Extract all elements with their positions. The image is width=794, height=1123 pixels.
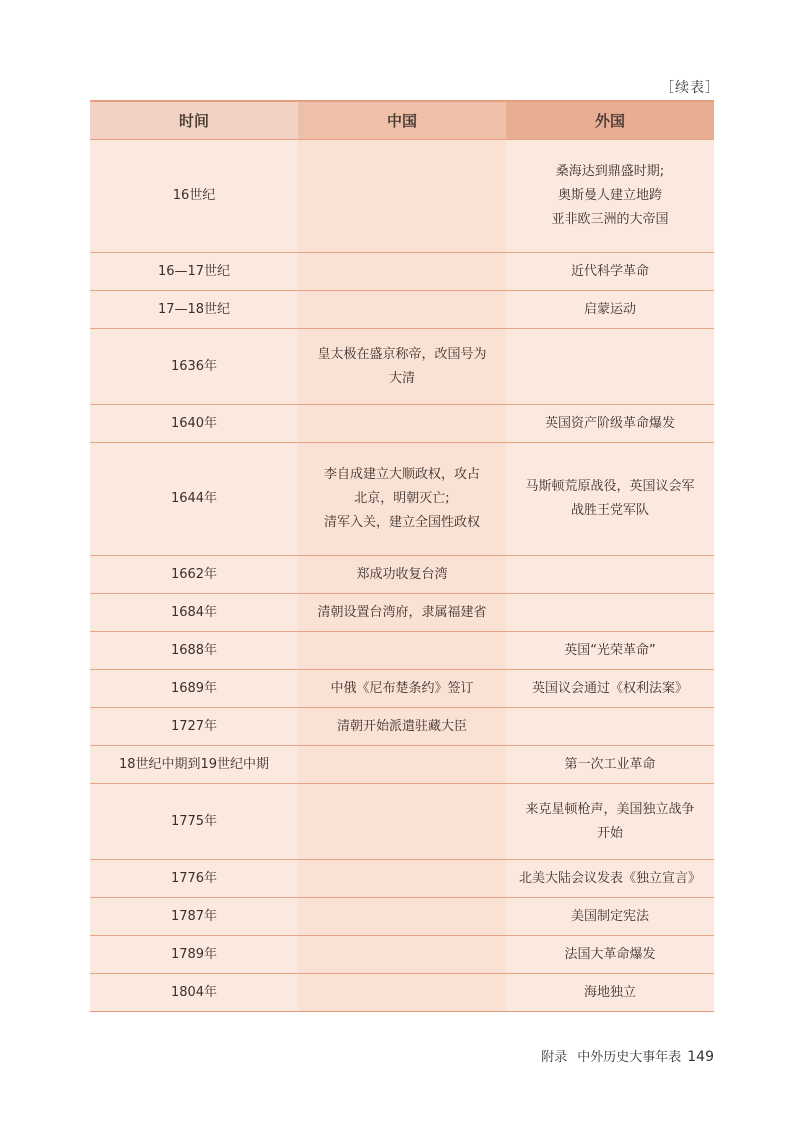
footer-title: 中外历史大事年表 <box>577 1050 682 1065</box>
cell-foreign: 近代科学革命 <box>506 253 714 291</box>
table-row <box>90 594 714 632</box>
cell-china <box>298 784 506 860</box>
cell-china: 李自成建立大顺政权，攻占 北京，明朝灭亡; 清军入关，建立全国性政权 <box>298 443 506 556</box>
cell-china: 中俄《尼布楚条约》签订 <box>298 670 506 708</box>
cell-time: 18世纪中期到19世纪中期 <box>90 746 298 784</box>
cell-time: 1662年 <box>90 556 298 594</box>
table-header-row <box>90 101 714 140</box>
table-row <box>90 291 714 329</box>
cell-foreign: 海地独立 <box>506 974 714 1012</box>
table-row <box>90 632 714 670</box>
cell-foreign: 英国资产阶级革命爆发 <box>506 405 714 443</box>
cell-china <box>298 291 506 329</box>
table-row <box>90 936 714 974</box>
history-timeline-table <box>90 100 714 1012</box>
cell-foreign: 桑海达到鼎盛时期; 奥斯曼人建立地跨 亚非欧三洲的大帝国 <box>506 140 714 253</box>
cell-time: 1775年 <box>90 784 298 860</box>
cell-time: 1689年 <box>90 670 298 708</box>
page-footer <box>541 1046 714 1065</box>
cell-time: 1684年 <box>90 594 298 632</box>
cell-time: 1804年 <box>90 974 298 1012</box>
cell-foreign: 英国议会通过《权利法案》 <box>506 670 714 708</box>
cell-foreign: 来克星顿枪声，美国独立战争 开始 <box>506 784 714 860</box>
table-row <box>90 860 714 898</box>
cell-foreign <box>506 708 714 746</box>
cell-time: 1787年 <box>90 898 298 936</box>
cell-china: 清朝设置台湾府，隶属福建省 <box>298 594 506 632</box>
cell-time: 1688年 <box>90 632 298 670</box>
cell-foreign: 马斯顿荒原战役，英国议会军 战胜王党军队 <box>506 443 714 556</box>
cell-china: 郑成功收复台湾 <box>298 556 506 594</box>
table-row <box>90 974 714 1012</box>
cell-china: 皇太极在盛京称帝，改国号为 大清 <box>298 329 506 405</box>
cell-china <box>298 253 506 291</box>
cell-china <box>298 898 506 936</box>
cell-foreign: 法国大革命爆发 <box>506 936 714 974</box>
cell-time: 1640年 <box>90 405 298 443</box>
table-row <box>90 253 714 291</box>
cell-foreign: 北美大陆会议发表《独立宣言》 <box>506 860 714 898</box>
cell-china <box>298 405 506 443</box>
cell-time: 1789年 <box>90 936 298 974</box>
cell-china <box>298 860 506 898</box>
table-row <box>90 784 714 860</box>
table-row <box>90 443 714 556</box>
footer-section-label: 附录 <box>541 1050 568 1065</box>
cell-time: 16—17世纪 <box>90 253 298 291</box>
table-row <box>90 140 714 253</box>
cell-time: 1644年 <box>90 443 298 556</box>
cell-china <box>298 632 506 670</box>
header-china: 中国 <box>298 101 506 140</box>
cell-time: 17—18世纪 <box>90 291 298 329</box>
table-row <box>90 556 714 594</box>
table-row <box>90 746 714 784</box>
header-time: 时间 <box>90 101 298 140</box>
table-row <box>90 329 714 405</box>
cell-foreign: 美国制定宪法 <box>506 898 714 936</box>
table-row <box>90 405 714 443</box>
page-number: 149 <box>687 1049 714 1065</box>
cell-time: 1636年 <box>90 329 298 405</box>
cell-china <box>298 936 506 974</box>
table-row <box>90 670 714 708</box>
cell-foreign <box>506 329 714 405</box>
cell-foreign: 启蒙运动 <box>506 291 714 329</box>
cell-foreign: 第一次工业革命 <box>506 746 714 784</box>
cell-time: 1727年 <box>90 708 298 746</box>
cell-time: 1776年 <box>90 860 298 898</box>
cell-foreign <box>506 556 714 594</box>
cell-time: 16世纪 <box>90 140 298 253</box>
cell-china <box>298 140 506 253</box>
cell-foreign <box>506 594 714 632</box>
continued-label: ［续表］ <box>660 80 720 96</box>
header-foreign: 外国 <box>506 101 714 140</box>
table-row <box>90 708 714 746</box>
cell-china <box>298 974 506 1012</box>
table-row <box>90 898 714 936</box>
cell-foreign: 英国“光荣革命” <box>506 632 714 670</box>
cell-china <box>298 746 506 784</box>
cell-china: 清朝开始派遣驻藏大臣 <box>298 708 506 746</box>
